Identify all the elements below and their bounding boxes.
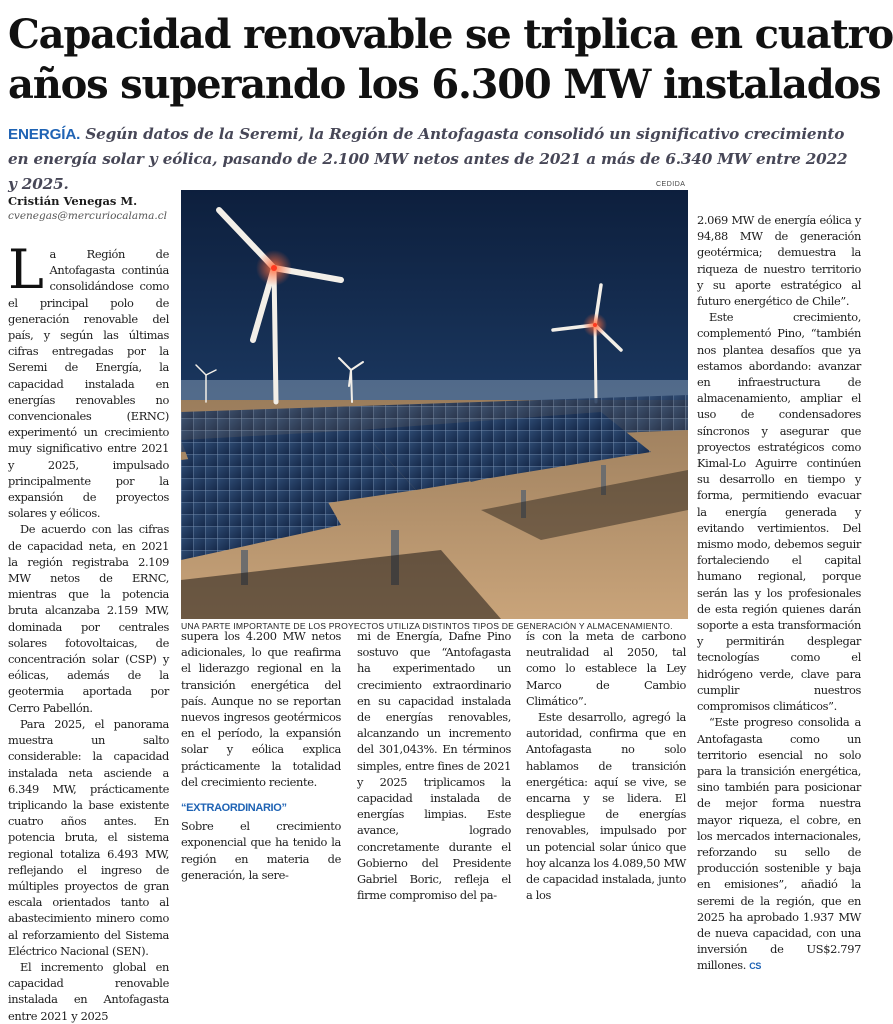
drop-cap: L: [8, 238, 44, 301]
photo-caption: UNA PARTE IMPORTANTE DE LOS PROYECTOS UTILIZA DISTINTOS TIPOS DE GENERACIÓN Y ALMACENAMIENTO.: [181, 621, 673, 631]
subheading: “EXTRAORDINARIO”: [181, 802, 287, 815]
lead-paragraph: [8, 122, 860, 197]
lead-text: Según datos de la Seremi, la Región de Antofagasta consolidó un significativo crecimiento en energía solar y eólica, pasando de 2.100 MW netos antes de 2021 a más de 6.340 MW entre 2022 y 2025.: [8, 125, 848, 193]
column-3: [357, 628, 511, 903]
col3-paragraph-1: mi de Energía, Dafne Pino sostuvo que “Antofagasta ha experimentado un crecimiento extraordinario en su capacidad instalada de energías renovables, alcanzando un incremento del 301,043%. En términos simples, entre fines de 2021 y 2025 triplicamos la capacidad instalada de energías limpias. Este avance, logrado concretamente durante el Gobierno del Presidente Gabriel Boric, refleja el firme compromiso del pa-: [357, 629, 511, 903]
col4-paragraph-1: ís con la meta de carbono neutralidad al 2050, tal como lo establece la Ley Marco de Cambio Climático”.: [526, 629, 686, 708]
byline-author: Cristián Venegas M.: [8, 194, 138, 208]
col1-paragraph-3: Para 2025, el panorama muestra un salto considerable: la capacidad instalada neta asciende a 6.349 MW, prácticamente triplicando la base existente cuatro años antes. En potencia bruta, el sistema regional totaliza 6.493 MW, reflejando el ingreso de múltiples proyectos de gran escala orientados tanto al abastecimiento minero como al reforzamiento del Sistema Eléctrico Nacional (SEN).: [8, 716, 169, 958]
col1-paragraph-1: a Región de Antofagasta continúa consolidándose como el principal polo de generación renovable del país, y según las últimas cifras entregadas por la Seremi de Energía, la capacidad instalada en energías renovables no convencionales (ERNC) experimentó un crecimiento muy significativo entre 2021 y 2025, impulsado principalmente por la expansión de proyectos solares y eólicos.: [8, 247, 169, 521]
col4-paragraph-2: Este desarrollo, agregó la autoridad, confirma que en Antofagasta no solo hablamos de transición energética: aquí se vive, se encarna y se lidera. El despliegue de energías renovables, impulsado por un potencial solar único que hoy alcanza los 4.089,50 MW de capacidad instalada, junto a los: [526, 710, 686, 903]
col2-paragraph-1: supera los 4.200 MW netos adicionales, lo que reafirma el liderazgo regional en la transición energética del país. Aunque no se reportan nuevos ingresos geotérmicos en el período, la expansión solar y eólica explica prácticamente la totalidad del crecimiento reciente.: [181, 629, 341, 789]
article-photo: [181, 190, 688, 619]
end-mark: CS: [749, 961, 762, 972]
col1-paragraph-4: El incremento global en capacidad renovable instalada en Antofagasta entre 2021 y 2025: [8, 959, 169, 1023]
column-4: [526, 628, 686, 903]
column-1: [8, 238, 169, 1023]
col5-paragraph-3: [697, 714, 861, 974]
col1-paragraph-2: De acuerdo con las cifras de capacidad neta, en 2021 la región registraba 2.109 MW netos de ERNC, mientras que la potencia bruta alcanzaba 2.159 MW, dominada por centrales solares fotovoltaicas, de concentración solar (CSP) y eólicas, además de la geotermia aportada por Cerro Pabellón.: [8, 522, 169, 715]
headline: [8, 10, 893, 110]
col5-paragraph-2: Este crecimiento, complementó Pino, “también nos plantea desafíos que ya estamos abordando: avanzar en infraestructura de almacenamiento, ampliar el uso de condensadores síncronos y asegurar que proyectos estratégicos como Kimal-Lo Aguirre continúen su desarrollo en tiempo y forma, permitiendo evacuar la energía generada y evitando vertimientos. Del mismo modo, debemos seguir fortaleciendo el capital humano regional, porque serán las y los profesionales de esta región quienes darán soporte a esta transformación y permitirán desplegar tecnologías como el hidrógeno verde, clave para cumplir nuestros compromisos climáticos”.: [697, 310, 861, 714]
column-5: [697, 212, 861, 973]
byline-email[interactable]: cvenegas@mercuriocalama.cl: [8, 210, 167, 222]
headline-line-1: Capacidad renovable se triplica en cuatro: [8, 11, 893, 58]
col5-paragraph-1: 2.069 MW de energía eólica y 94,88 MW de generación geotérmica; demuestra la riqueza de nuestro territorio y su aporte estratégico al futuro energético de Chile”.: [697, 213, 861, 309]
column-2: [181, 628, 341, 882]
col2-paragraph-2: Sobre el crecimiento exponencial que ha tenido la región en materia de generación, la sere-: [181, 819, 341, 882]
headline-line-2: años superando los 6.300 MW instalados: [8, 61, 881, 108]
lead-kicker: ENERGÍA.: [8, 126, 81, 143]
col5-paragraph-3-text: “Este progreso consolida a Antofagasta como un territorio esencial no solo para la transición energética, sino también para posicionar de mejor forma nuestra mayor riqueza, el cobre, en los mercados internacionales, reforzando su sello de producción sostenible y baja en emisiones”, añadió la seremi de la región, que en 2025 ha aprobado 1.937 MW de nueva capacidad, con una inversión de US$2.797 millones.: [697, 715, 861, 973]
solar-wind-photo-illustration: [181, 190, 688, 619]
photo-credit: CEDIDA: [656, 181, 686, 188]
